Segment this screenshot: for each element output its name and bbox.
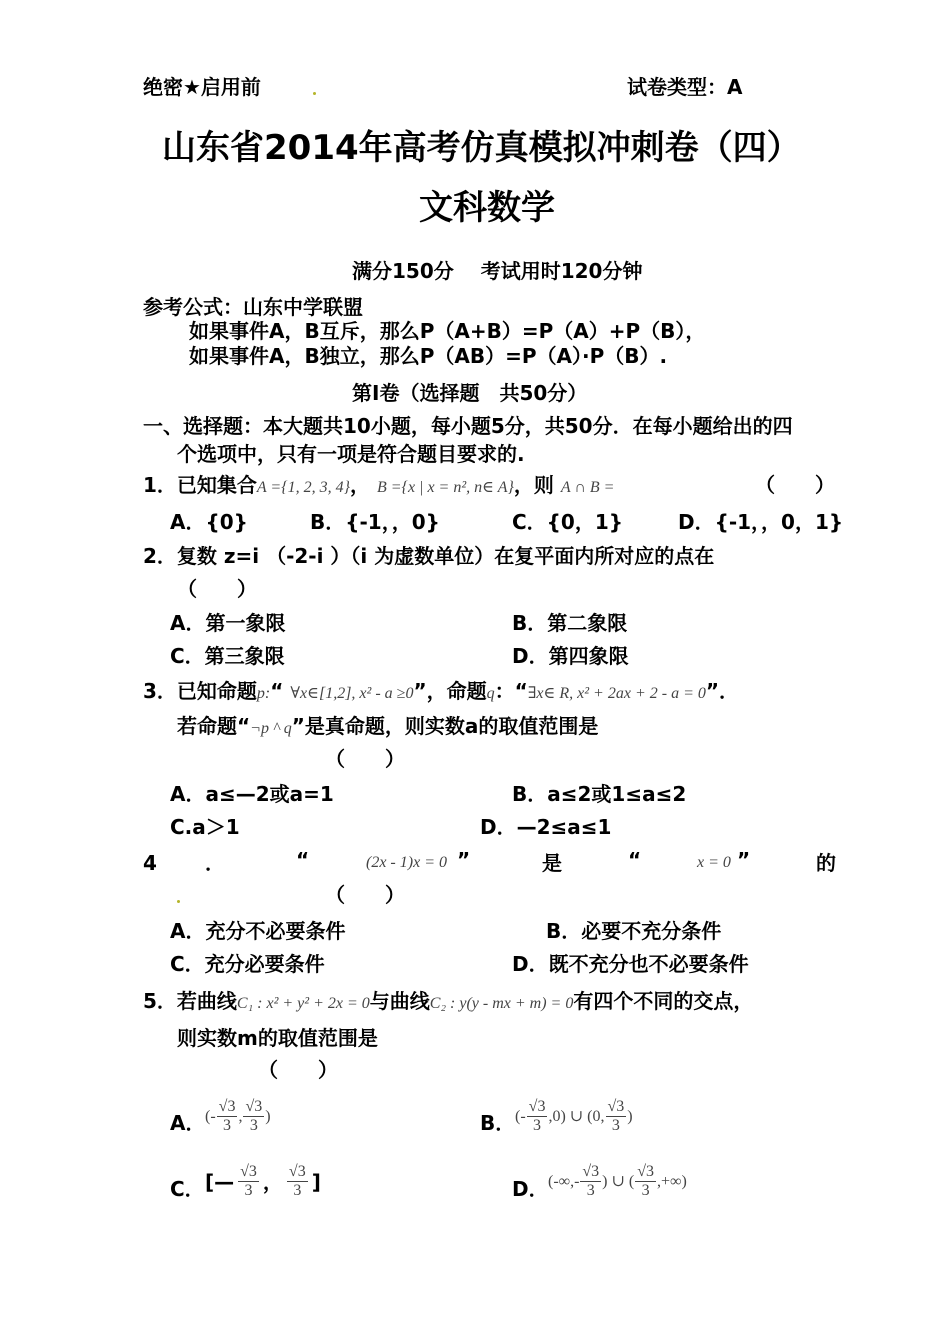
q3-blank: （ ）: [325, 747, 405, 771]
fraction: $\frac{√3}{3}$: [288, 1163, 306, 1199]
section-title: 第Ⅰ卷（选择题 共50分）: [352, 381, 588, 405]
q4-math-2: x = 0: [697, 854, 731, 871]
formula-line-1: 如果事件A，B互斥，那么P（A+B）=P（A）+P（B），: [189, 319, 706, 343]
page-subtitle: 文科数学: [419, 188, 555, 228]
q5-blank: （ ）: [258, 1058, 338, 1082]
header-paper-type: 试卷类型：A: [627, 75, 743, 99]
q2-stem: 2．复数 z=i （-2-i ）（i 为虚数单位）在复平面内所对应的点在: [143, 544, 715, 568]
q1-stem: [143, 472, 614, 501]
q4-de: 的: [816, 851, 836, 875]
q4-quote-4: ”: [737, 848, 751, 872]
fraction: $\frac{√3}{3}$: [245, 1098, 263, 1134]
q5-mid: 与曲线: [369, 989, 430, 1013]
q5-option-d-label: D．: [512, 1177, 549, 1201]
header-confidential: 绝密★启用前: [143, 75, 261, 99]
speck: [313, 92, 316, 95]
q3-stem-line-2: [177, 713, 598, 742]
q4-option-b: B．必要不充分条件: [546, 919, 722, 943]
q3-math-p: ∀x∈[1,2], x² - a ≥0: [290, 685, 414, 702]
page-title: 山东省2014年高考仿真模拟冲刺卷（四）: [162, 128, 801, 168]
fraction: $\frac{√3}{3}$: [582, 1163, 600, 1199]
q1-math-a: A ={1, 2, 3, 4}: [256, 479, 350, 496]
fraction: $\frac{√3}{3}$: [218, 1098, 236, 1134]
q4-number: 4: [143, 851, 157, 875]
formula-line-2: 如果事件A，B独立，那么P（AB）=P（A）·P（B）.: [189, 344, 668, 368]
q4-is: 是: [542, 851, 562, 875]
q1-math-c: A ∩ B =: [560, 479, 615, 496]
q5-stem: [143, 988, 753, 1017]
q3-option-d: D．—2≤a≤1: [480, 815, 612, 839]
q5-end: 有四个不同的交点，: [573, 989, 754, 1013]
q4-quote-2: ”: [457, 848, 471, 872]
q3-stem: [143, 678, 739, 707]
q5-math-2: C₂ : y(y - mx + m) = 0: [429, 995, 574, 1012]
q1-option-d: D．{-1，，0，1}: [678, 510, 844, 534]
q1-option-b: B．{-1，，0}: [310, 510, 440, 534]
q4-option-a: A．充分不必要条件: [170, 919, 346, 943]
q3-quote-open: “: [270, 679, 284, 703]
q4-option-d: D．既不充分也不必要条件: [512, 952, 749, 976]
q1-blank: （ ）: [755, 473, 835, 497]
q5-option-a-label: A．: [170, 1111, 206, 1135]
q5-option-d-expr: (-∞,- $\frac{√3}{3}$ ) ∪ ( $\frac{√3}{3}$ ,+∞): [548, 1163, 687, 1199]
q5-option-a-expr: (- $\frac{√3}{3}$ , $\frac{√3}{3}$ ): [205, 1098, 271, 1134]
formula-label: 参考公式：山东中学联盟: [143, 295, 363, 319]
q3-mid: ”，命题: [413, 679, 487, 703]
q2-option-c: C．第三象限: [170, 644, 285, 668]
q4-blank: （ ）: [325, 883, 405, 907]
q3-line2a: 若命题“: [177, 714, 251, 738]
q5-option-c-label: C．: [170, 1177, 205, 1201]
instructions-line-2: 个选项中，只有一项是符合题目要求的.: [177, 442, 525, 466]
q1-option-c: C．{0，1}: [512, 510, 623, 534]
fraction: $\frac{√3}{3}$: [240, 1163, 257, 1199]
q4-dot: ．: [205, 851, 225, 875]
fraction: $\frac{√3}{3}$: [637, 1163, 655, 1199]
q5-stem-line-2: 则实数m的取值范围是: [177, 1026, 378, 1050]
fraction: $\frac{√3}{3}$: [607, 1098, 625, 1134]
q3-p: p:: [256, 685, 271, 702]
q1-sep: ，: [350, 473, 370, 497]
q5-option-b-expr: (- $\frac{√3}{3}$ ,0) ∪ (0, $\frac{√3}{3}$ ): [515, 1098, 633, 1134]
q1-option-a: A．{0}: [170, 510, 248, 534]
instructions-line-1: 一、选择题：本大题共10小题，每小题5分，共50分．在每小题给出的四: [143, 414, 793, 438]
q3-line2b: ”是真命题，则实数a的取值范围是: [291, 714, 599, 738]
q5-prefix: 5．若曲线: [143, 989, 237, 1013]
q5-option-b-label: B．: [480, 1111, 516, 1135]
q2-option-b: B．第二象限: [512, 611, 628, 635]
q1-prefix: 1．已知集合: [143, 473, 257, 497]
q3-option-b: B．a≤2或1≤a≤2: [512, 782, 687, 806]
q2-option-d: D．第四象限: [512, 644, 629, 668]
fraction: $\frac{√3}{3}$: [528, 1098, 546, 1134]
q4-math-1: (2x - 1)x = 0: [366, 854, 447, 871]
q3-end: ”．: [705, 679, 740, 703]
q4-quote-1: “: [296, 848, 310, 872]
q2-blank: （ ）: [177, 577, 257, 601]
q3-math-pq: ¬p ^ q: [250, 720, 292, 737]
q3-option-a: A．a≤—2或a=1: [170, 782, 334, 806]
q3-math-q: ∃x∈ R, x² + 2ax + 2 - a = 0: [527, 685, 706, 702]
exam-meta: 满分150分 考试用时120分钟: [352, 259, 643, 283]
q5-math-1: C₁ : x² + y² + 2x = 0: [236, 995, 370, 1012]
q4-quote-3: “: [628, 848, 642, 872]
q2-option-a: A．第一象限: [170, 611, 286, 635]
q5-option-c-expr: [— $\frac{√3}{3}$ ， $\frac{√3}{3}$ ]: [205, 1163, 321, 1199]
q1-math-b: B ={x | x = n², n∈ A}: [376, 479, 514, 496]
q3-q: q: [486, 685, 495, 702]
q3-colon: ：“: [494, 679, 528, 703]
speck: [177, 900, 180, 903]
q4-option-c: C．充分必要条件: [170, 952, 325, 976]
q1-then: ，则: [513, 473, 554, 497]
q3-prefix: 3．已知命题: [143, 679, 257, 703]
q3-option-c: C.a＞1: [170, 815, 240, 839]
